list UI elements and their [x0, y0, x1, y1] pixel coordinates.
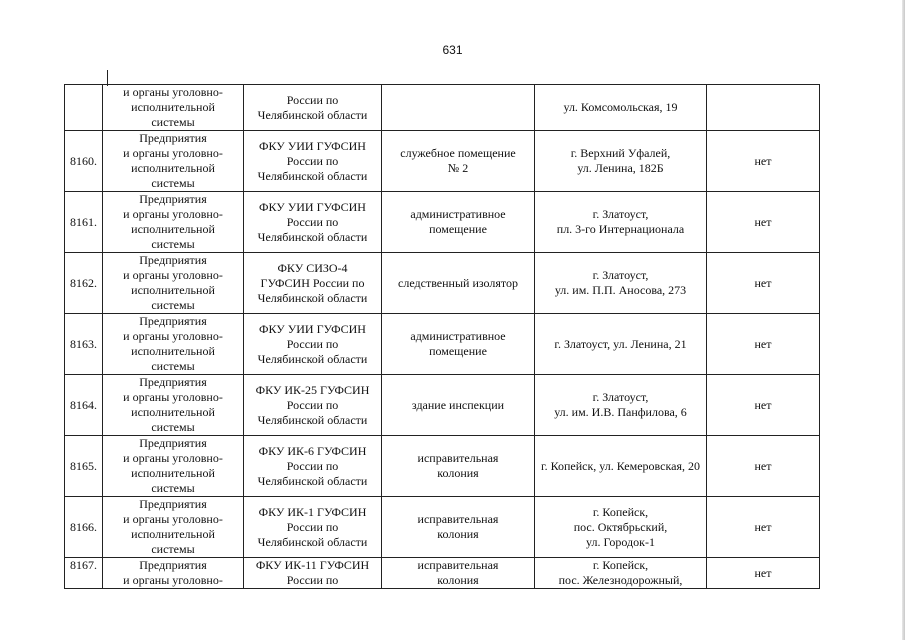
- cell-line: ФКУ УИИ ГУФСИН: [259, 321, 366, 336]
- cell-line: системы: [151, 115, 195, 129]
- cell-status: нет: [707, 131, 820, 192]
- cell-line: России по: [286, 153, 339, 168]
- cell-org: [244, 375, 382, 436]
- cell-line: г. Златоуст, ул. Ленина, 21: [554, 336, 687, 351]
- cell-line: и органы уголовно-: [123, 207, 223, 221]
- cell-org: [244, 558, 382, 589]
- cell-number: 8160.: [65, 131, 103, 192]
- table-row: [65, 314, 820, 375]
- cell-object: [382, 558, 535, 589]
- cell-line: ФКУ ИК-25 ГУФСИН: [255, 382, 370, 397]
- cell-address: [535, 253, 707, 314]
- cell-line: России по: [286, 336, 339, 351]
- cell-status: нет: [707, 192, 820, 253]
- cell-status: нет: [707, 375, 820, 436]
- cell-line: ГУФСИН России по: [260, 275, 365, 290]
- table-row: [65, 131, 820, 192]
- cell-line: и органы уголовно-: [123, 512, 223, 526]
- cell-category: [103, 436, 244, 497]
- cell-line: ул. Городок-1: [586, 534, 655, 549]
- cell-category: [103, 375, 244, 436]
- cell-line: Предприятия: [139, 131, 207, 145]
- cell-line: ФКУ ИК-1 ГУФСИН: [258, 504, 367, 519]
- cell-line: пос. Железнодорожный,: [558, 573, 683, 587]
- cell-line: России по: [286, 519, 339, 534]
- cell-object: [382, 131, 535, 192]
- cell-line: исполнительной: [131, 466, 215, 480]
- cell-line: системы: [151, 359, 195, 373]
- cell-line: ФКУ СИЗО-4: [277, 260, 348, 275]
- cell-line: Челябинской области: [257, 351, 368, 366]
- cell-line: системы: [151, 481, 195, 495]
- cell-line: ФКУ УИИ ГУФСИН: [259, 199, 366, 214]
- cell-number: 8166.: [65, 497, 103, 558]
- cell-line: и органы уголовно-: [123, 146, 223, 160]
- cell-status: нет: [707, 558, 820, 589]
- cell-line: Челябинской области: [257, 534, 368, 549]
- cell-line: Предприятия: [139, 314, 207, 328]
- cell-object: [382, 192, 535, 253]
- cell-line: системы: [151, 298, 195, 312]
- table-row: [65, 558, 820, 589]
- cell-line: помещение: [429, 344, 487, 358]
- cell-category: [103, 253, 244, 314]
- cell-line: исполнительной: [131, 161, 215, 175]
- cell-object: [382, 436, 535, 497]
- cell-address: [535, 436, 707, 497]
- table-row: [65, 497, 820, 558]
- cell-line: исполнительной: [131, 527, 215, 541]
- cell-line: и органы уголовно-: [123, 451, 223, 465]
- cell-line: Предприятия: [139, 436, 207, 450]
- cell-object: [382, 85, 535, 131]
- cell-status: нет: [707, 436, 820, 497]
- cell-address: [535, 85, 707, 131]
- cell-line: помещение: [429, 222, 487, 236]
- cell-address: [535, 192, 707, 253]
- cell-category: [103, 497, 244, 558]
- cell-line: исполнительной: [131, 100, 215, 114]
- registry-table-body: [65, 85, 820, 589]
- table-row: [65, 192, 820, 253]
- cell-number: 8162.: [65, 253, 103, 314]
- cell-line: колония: [437, 573, 479, 587]
- cell-line: исправительная: [417, 512, 499, 526]
- cell-line: исполнительной: [131, 344, 215, 358]
- cell-line: Челябинской области: [257, 473, 368, 488]
- cell-line: г. Златоуст,: [592, 207, 649, 221]
- cell-address: [535, 558, 707, 589]
- cell-line: ул. Комсомольская, 19: [563, 100, 678, 114]
- cell-number: 8163.: [65, 314, 103, 375]
- table-row: [65, 253, 820, 314]
- cell-category: [103, 192, 244, 253]
- cell-org: [244, 314, 382, 375]
- cell-number: 8161.: [65, 192, 103, 253]
- cell-org: [244, 436, 382, 497]
- cell-org: [244, 192, 382, 253]
- cell-line: административное: [410, 329, 506, 343]
- cell-line: исполнительной: [131, 222, 215, 236]
- cell-org: [244, 131, 382, 192]
- cell-line: колония: [437, 466, 479, 480]
- cell-line: России по: [286, 214, 339, 229]
- cell-line: г. Копейск, ул. Кемеровская, 20: [541, 458, 700, 473]
- cell-line: ФКУ ИК-11 ГУФСИН: [255, 558, 370, 572]
- cell-org: [244, 253, 382, 314]
- page-number: 631: [442, 43, 463, 57]
- cell-line: России по: [286, 397, 339, 412]
- cell-number: 8165.: [65, 436, 103, 497]
- cell-line: и органы уголовно-: [123, 573, 223, 587]
- cell-line: служебное помещение: [400, 146, 516, 160]
- cell-object: [382, 253, 535, 314]
- cell-line: системы: [151, 542, 195, 556]
- table-row: [65, 375, 820, 436]
- cell-line: Челябинской области: [257, 412, 368, 427]
- cell-line: административное: [410, 207, 506, 221]
- cell-address: [535, 375, 707, 436]
- cell-address: [535, 497, 707, 558]
- cell-line: исполнительной: [131, 283, 215, 297]
- cell-line: и органы уголовно-: [123, 85, 223, 99]
- cell-category: [103, 85, 244, 131]
- cell-number: 8164.: [65, 375, 103, 436]
- cell-number: [65, 85, 103, 131]
- cell-line: исправительная: [417, 558, 499, 572]
- cell-line: ФКУ ИК-6 ГУФСИН: [258, 443, 367, 458]
- cell-line: пл. 3-го Интернационала: [556, 222, 685, 236]
- cell-line: и органы уголовно-: [123, 390, 223, 404]
- cell-line: г. Верхний Уфалей,: [570, 146, 671, 160]
- cell-line: Предприятия: [139, 253, 207, 267]
- cell-line: ул. им. И.В. Панфилова, 6: [554, 405, 687, 419]
- cell-line: колония: [437, 527, 479, 541]
- cell-line: России по: [286, 92, 339, 107]
- table-row: [65, 85, 820, 131]
- cell-line: следственный изолятор: [398, 275, 518, 290]
- cell-address: [535, 314, 707, 375]
- cell-org: [244, 497, 382, 558]
- cell-line: системы: [151, 237, 195, 251]
- cell-line: Предприятия: [139, 375, 207, 389]
- cell-category: [103, 131, 244, 192]
- cell-object: [382, 314, 535, 375]
- cell-line: Предприятия: [139, 497, 207, 511]
- cell-line: и органы уголовно-: [123, 329, 223, 343]
- cell-line: г. Копейск,: [592, 558, 649, 572]
- cell-line: г. Копейск,: [592, 504, 649, 519]
- cell-line: Предприятия: [139, 558, 207, 572]
- cell-line: № 2: [447, 161, 469, 175]
- cell-address: [535, 131, 707, 192]
- cell-line: России по: [286, 458, 339, 473]
- cell-line: пос. Октябрьский,: [573, 519, 668, 534]
- registry-table: [64, 84, 820, 589]
- cell-status: нет: [707, 497, 820, 558]
- cell-line: Предприятия: [139, 192, 207, 206]
- cell-line: здание инспекции: [411, 397, 505, 412]
- cell-line: г. Златоуст,: [592, 390, 649, 404]
- table-row: [65, 436, 820, 497]
- cell-line: Челябинской области: [257, 107, 368, 122]
- cell-category: [103, 314, 244, 375]
- cell-object: [382, 375, 535, 436]
- cell-line: системы: [151, 176, 195, 190]
- cell-line: и органы уголовно-: [123, 268, 223, 282]
- cell-number: 8167.: [65, 558, 103, 589]
- cell-status: нет: [707, 314, 820, 375]
- cell-status: [707, 85, 820, 131]
- cell-line: системы: [151, 420, 195, 434]
- cell-status: нет: [707, 253, 820, 314]
- cell-line: ул. Ленина, 182Б: [577, 161, 664, 175]
- cell-object: [382, 497, 535, 558]
- cell-line: ФКУ УИИ ГУФСИН: [259, 138, 366, 153]
- cell-org: [244, 85, 382, 131]
- cell-line: Челябинской области: [257, 229, 368, 244]
- cell-line: Челябинской области: [257, 290, 368, 305]
- cell-line: ул. им. П.П. Аносова, 273: [554, 283, 687, 297]
- cell-line: России по: [286, 573, 339, 587]
- cell-line: исправительная: [417, 451, 499, 465]
- cell-category: [103, 558, 244, 589]
- cell-line: исполнительной: [131, 405, 215, 419]
- cell-line: г. Златоуст,: [592, 268, 649, 282]
- cell-line: Челябинской области: [257, 168, 368, 183]
